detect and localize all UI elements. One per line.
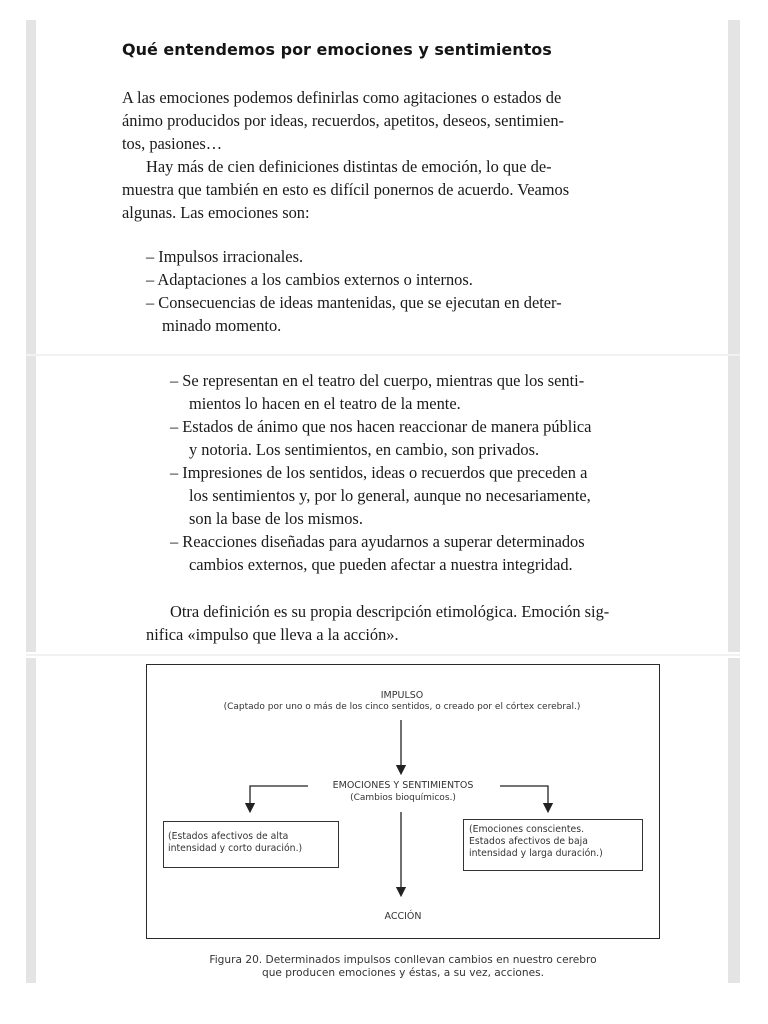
- list-item: – Consecuencias de ideas mantenidas, que se ejecutan en deter-: [146, 293, 562, 312]
- paragraph-line: nifica «impulso que lleva a la acción».: [146, 625, 399, 644]
- list-item-continuation: los sentimientos y, por lo general, aunque no necesariamente,: [189, 486, 591, 505]
- figure-caption-line: que producen emociones y éstas, a su vez, acciones.: [261, 967, 544, 979]
- list-item: – Impresiones de los sentidos, ideas o recuerdos que preceden a: [170, 463, 588, 482]
- paragraph-line: tos, pasiones…: [122, 134, 223, 153]
- diagram-right-box-line: Estados afectivos de baja: [469, 836, 588, 847]
- diagram-right-box: [463, 819, 643, 871]
- figure-caption-line: Figura 20. Determinados impulsos conllevan cambios en nuestro cerebro: [209, 954, 597, 966]
- list-item: – Reacciones diseñadas para ayudarnos a superar determinados: [170, 532, 585, 551]
- list-item: – Adaptaciones a los cambios externos o internos.: [146, 270, 473, 289]
- diagram-impulso-subtitle: (Captado por uno o más de los cinco sentidos, o creado por el córtex cerebral.): [223, 702, 581, 712]
- arrow-left-branch: [250, 786, 308, 808]
- diagram-right-box-line: intensidad y larga duración.): [469, 848, 603, 859]
- paragraph-line: Hay más de cien definiciones distintas de emoción, lo que de-: [146, 157, 552, 176]
- diagram-left-box-line: intensidad y corto duración.): [168, 843, 303, 854]
- paragraph-line: Otra definición es su propia descripción etimológica. Emoción sig-: [170, 602, 610, 621]
- paragraph-line: muestra que también en esto es difícil ponernos de acuerdo. Veamos: [122, 180, 570, 199]
- list-item-continuation: mientos lo hacen en el teatro de la mente.: [189, 394, 461, 413]
- list-item: – Impulsos irracionales.: [146, 247, 304, 266]
- section-title: Qué entendemos por emociones y sentimientos: [122, 40, 552, 59]
- list-item-continuation: cambios externos, que pueden afectar a nuestra integridad.: [189, 555, 573, 574]
- diagram-emociones-subtitle: (Cambios bioquímicos.): [350, 793, 456, 803]
- list-item: – Se representan en el teatro del cuerpo, mientras que los senti-: [170, 371, 585, 390]
- list-item-continuation: minado momento.: [162, 316, 282, 335]
- list-item-continuation: y notoria. Los sentimientos, en cambio, son privados.: [189, 440, 540, 459]
- list-item-continuation: son la base de los mismos.: [189, 509, 363, 528]
- diagram-emociones-title: EMOCIONES Y SENTIMIENTOS: [332, 780, 474, 791]
- paragraph-line: A las emociones podemos definirlas como agitaciones o estados de: [122, 88, 562, 107]
- diagram-right-box-line: (Emociones conscientes.: [469, 824, 585, 835]
- diagram-left-box: [163, 821, 339, 868]
- paragraph-line: ánimo producidos por ideas, recuerdos, apetitos, deseos, sentimien-: [122, 111, 564, 130]
- paragraph-line: algunas. Las emociones son:: [122, 203, 310, 222]
- diagram-impulso-title: IMPULSO: [380, 690, 424, 701]
- list-item: – Estados de ánimo que nos hacen reaccionar de manera pública: [170, 417, 592, 436]
- arrow-right-branch: [500, 786, 548, 808]
- diagram-left-box-line: (Estados afectivos de alta: [168, 831, 289, 842]
- diagram-accion-label: ACCIÓN: [384, 911, 422, 922]
